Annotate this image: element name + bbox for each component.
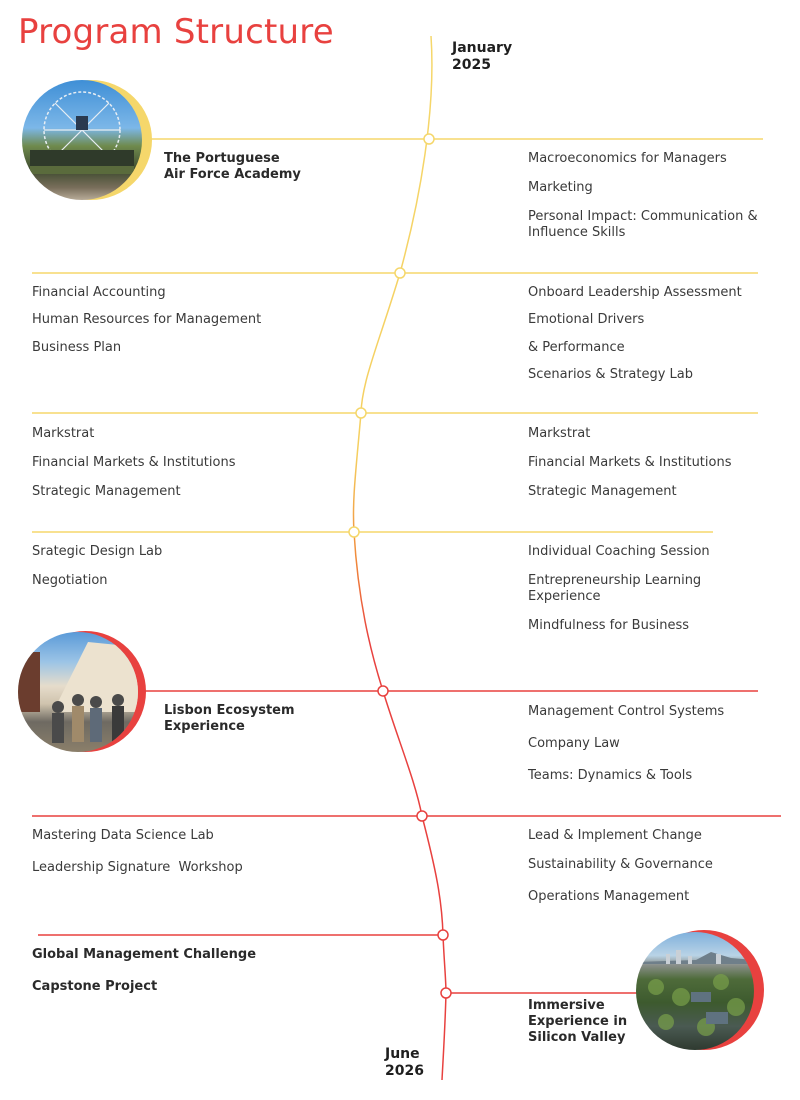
timeline-node [356,408,366,418]
course-item: & Performance [528,340,625,355]
course-item: Business Plan [32,340,122,355]
course-item: Leadership Signature Workshop [32,860,243,875]
people-walking-icon [18,632,138,752]
timeline-node [441,988,451,998]
milestone-silicon-valley: Immersive Experience in Silicon Valley [528,998,628,1045]
course-item: Entrepreneurship Learning Experience [528,573,702,604]
course-item: Markstrat [528,426,591,441]
course-item: Human Resources for Management [32,312,262,327]
course-item: Company Law [528,736,620,751]
course-item: Mastering Data Science Lab [32,828,214,843]
timeline-node [438,930,448,940]
course-item: Management Control Systems [528,704,725,719]
course-item: Strategic Management [528,484,677,499]
city-aerial-icon [636,932,754,1050]
timeline-node [378,686,388,696]
course-item: Global Management Challenge [32,947,257,962]
course-item: Srategic Design Lab [32,544,163,559]
course-item: Financial Markets & Institutions [32,455,236,470]
course-item: Sustainability & Governance [528,857,713,872]
course-item: Mindfulness for Business [528,618,689,633]
timeline-node [349,527,359,537]
course-item: Capstone Project [32,979,158,994]
course-item: Negotiation [32,573,108,588]
aircraft-icon [22,80,142,200]
timeline-spine [353,36,446,1080]
course-item: Strategic Management [32,484,181,499]
course-item: Operations Management [528,889,690,904]
end-date: June 2026 [385,1046,424,1079]
course-item: Lead & Implement Change [528,828,702,843]
air-force-academy-photo [22,80,142,200]
course-item: Markstrat [32,426,95,441]
silicon-valley-photo [636,932,754,1050]
milestone-air-force: The Portuguese Air Force Academy [164,151,301,182]
course-item: Emotional Drivers [528,312,645,327]
timeline-node [395,268,405,278]
timeline-node [424,134,434,144]
milestone-lisbon: Lisbon Ecosystem Experience [164,703,295,734]
course-item: Teams: Dynamics & Tools [528,768,693,783]
start-date: January 2025 [452,40,513,73]
course-item: Marketing [528,180,593,195]
course-item: Personal Impact: Communication & Influence Skills [528,209,758,240]
course-item: Onboard Leadership Assessment [528,285,742,300]
course-item: Financial Markets & Institutions [528,455,732,470]
timeline-node [417,811,427,821]
course-item: Individual Coaching Session [528,544,710,559]
course-item: Financial Accounting [32,285,166,300]
course-item: Macroeconomics for Managers [528,151,727,166]
page-title: Program Structure [18,12,334,52]
course-item: Scenarios & Strategy Lab [528,367,693,382]
lisbon-ecosystem-photo [18,632,138,752]
